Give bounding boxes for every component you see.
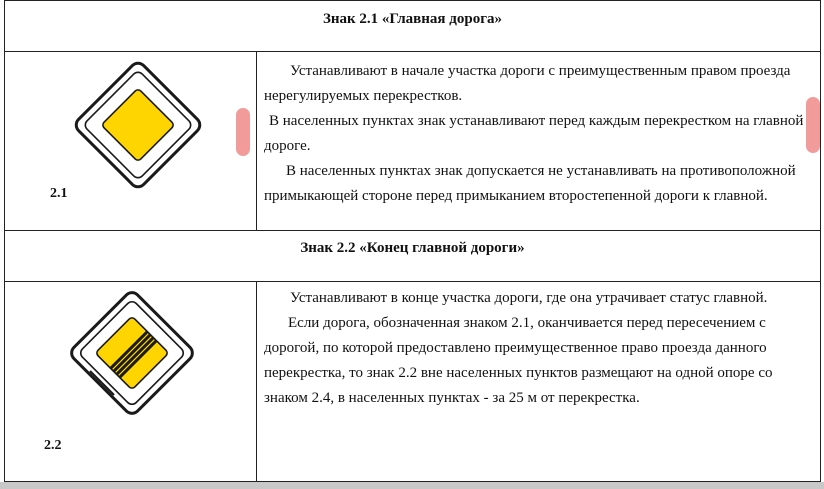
sign-number-2-1: 2.1 (50, 186, 68, 201)
column-divider (256, 281, 257, 482)
end-of-main-road-sign-icon (62, 286, 202, 420)
sign-number-2-2: 2.2 (44, 438, 62, 453)
table-row-divider (4, 51, 821, 52)
table-top-border (4, 0, 821, 1)
paragraph: В населенных пунктах знак допускается не устанавливать на противоположной примыкающей стороне перед примыканием второстепенной дороги к главной. (264, 163, 796, 204)
highlighter-mark (806, 97, 820, 153)
section-title-2-2: Знак 2.2 «Конец главной дороги» (300, 240, 525, 256)
paragraph: Устанавливают в конце участка дороги, где она утрачивает статус главной. (290, 290, 768, 306)
description-2-2 (264, 286, 812, 411)
table-row-divider (4, 281, 821, 282)
page-bottom-shadow (0, 482, 824, 489)
paragraph: Если дорога, обозначенная знаком 2.1, оканчивается перед пересечением с дорогой, по которой предоставлено преимущественное право проезда данного перекрестка, то знак 2.2 вне населенных пунктов размещают на одной опоре со знаком 2.4, в населенных пунктах - за 25 м от перекрестка. (264, 315, 773, 406)
main-road-sign-icon (66, 56, 210, 194)
table-row-divider (4, 230, 821, 231)
highlighter-mark (236, 108, 250, 156)
description-2-1 (264, 59, 812, 209)
column-divider (256, 51, 257, 230)
paragraph: В населенных пунктах знак устанавливают перед каждым перекрестком на главной дороге. (264, 113, 804, 154)
section-title-2-1: Знак 2.1 «Главная дорога» (322, 11, 503, 27)
paragraph: Устанавливают в начале участка дороги с преимущественным правом проезда нерегулируемых перекрестков. (264, 63, 791, 104)
